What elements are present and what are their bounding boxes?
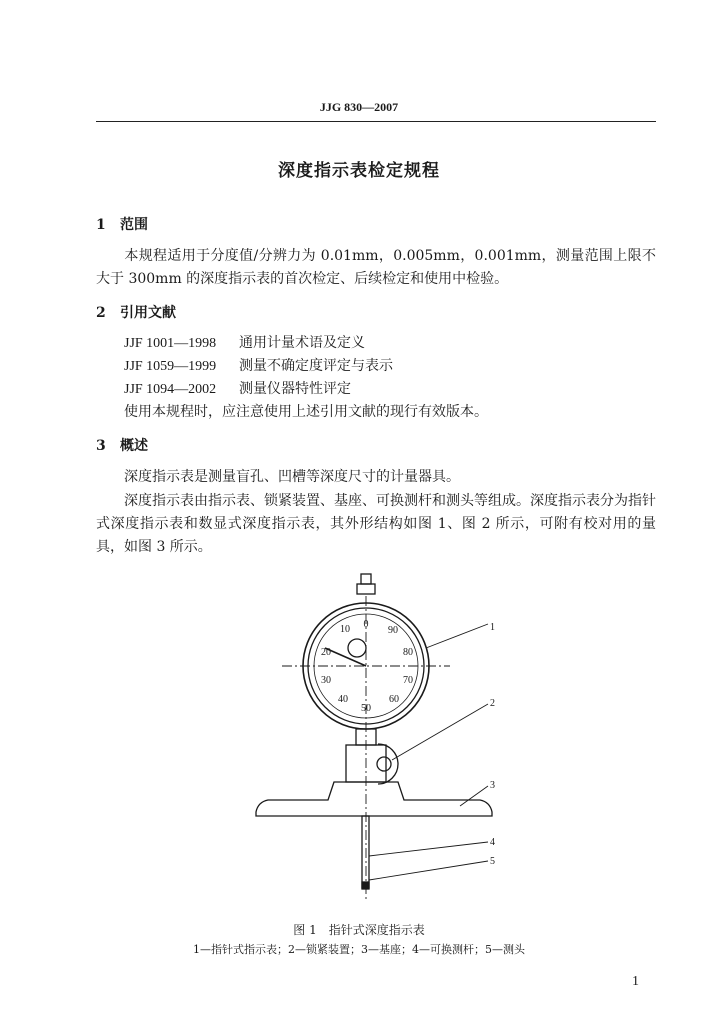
section-1-paragraph [96, 245, 656, 291]
section-title: 范围 [120, 217, 148, 233]
dial-number: 40 [338, 694, 348, 705]
dial-number: 80 [403, 647, 413, 658]
callout-leader-2 [392, 704, 488, 760]
dial-number: 90 [388, 625, 398, 636]
gauge-cap [361, 574, 371, 584]
measuring-probe [362, 882, 369, 889]
section-3-heading [96, 435, 148, 455]
callout-number: 2 [490, 698, 495, 709]
reference-item [124, 378, 351, 401]
locking-screw [377, 757, 391, 771]
reference-code: JJF 1001—1998 [124, 336, 217, 351]
figure-1-depth-gauge [240, 566, 520, 906]
callout-leader-1 [426, 624, 488, 648]
callout-number: 1 [490, 622, 495, 633]
paragraph-text: 深度指示表由指示表、锁紧装置、基座、可换测杆和测头等组成。深度指示表分为指针式深度指示表和数显式深度指示表，其外形结构如图 1、图 2 所示，可附有校对用的量具，如图 3 所示。 [96, 493, 656, 555]
section-3-paragraph-1 [96, 466, 656, 489]
dial-number: 0 [363, 619, 369, 630]
reference-title: 测量不确定度评定与表示 [239, 358, 393, 374]
section-number: 2 [96, 305, 106, 321]
callout-leader-4 [369, 842, 488, 856]
callout-number: 5 [490, 856, 495, 867]
callout-number: 4 [490, 837, 495, 848]
reference-title: 测量仪器特性评定 [239, 381, 351, 397]
section-2-heading [96, 302, 176, 322]
reference-code: JJF 1094—2002 [124, 382, 217, 397]
reference-item [124, 332, 365, 355]
page-number: 1 [632, 974, 639, 989]
section-number: 1 [96, 217, 106, 233]
reference-title: 通用计量术语及定义 [239, 335, 365, 351]
section-title: 概述 [120, 438, 148, 454]
dial-number: 60 [389, 694, 399, 705]
reference-code: JJF 1059—1999 [124, 359, 217, 374]
gauge-cap-base [357, 584, 375, 594]
figure-legend: 1—指针式指示表；2—锁紧装置；3—基座；4—可换测杆；5—测头 [193, 943, 525, 956]
dial-number: 20 [321, 647, 331, 658]
paragraph-text: 本规程适用于分度值/分辨力为 0.01mm，0.005mm，0.001mm，测量范围上限不大于 300mm 的深度指示表的首次检定、后续检定和使用中检验。 [96, 248, 656, 287]
reference-note: 使用本规程时，应注意使用上述引用文献的现行有效版本。 [124, 404, 488, 420]
header-rule [96, 121, 656, 122]
measuring-rod [362, 816, 369, 888]
paragraph-text: 深度指示表是测量盲孔、凹槽等深度尺寸的计量器具。 [124, 469, 460, 485]
callout-number: 3 [490, 780, 495, 791]
document-title: 深度指示表检定规程 [278, 161, 440, 181]
gauge-base [256, 782, 492, 816]
figure-caption: 图 1 指针式深度指示表 [293, 923, 425, 937]
dial-number: 50 [361, 703, 371, 714]
standard-number: JJG 830—2007 [319, 100, 399, 114]
locking-device [378, 744, 398, 784]
dial-number: 70 [403, 675, 413, 686]
revolution-counter [348, 639, 366, 657]
section-3-paragraph-2 [96, 490, 656, 559]
section-title: 引用文献 [120, 305, 176, 321]
callout-leader-5 [369, 861, 488, 880]
dial-number: 30 [321, 675, 331, 686]
section-1-heading [96, 214, 148, 234]
section-number: 3 [96, 438, 106, 454]
callout-leader-3 [460, 786, 488, 806]
dial-number: 10 [340, 624, 350, 635]
reference-item [124, 355, 393, 378]
